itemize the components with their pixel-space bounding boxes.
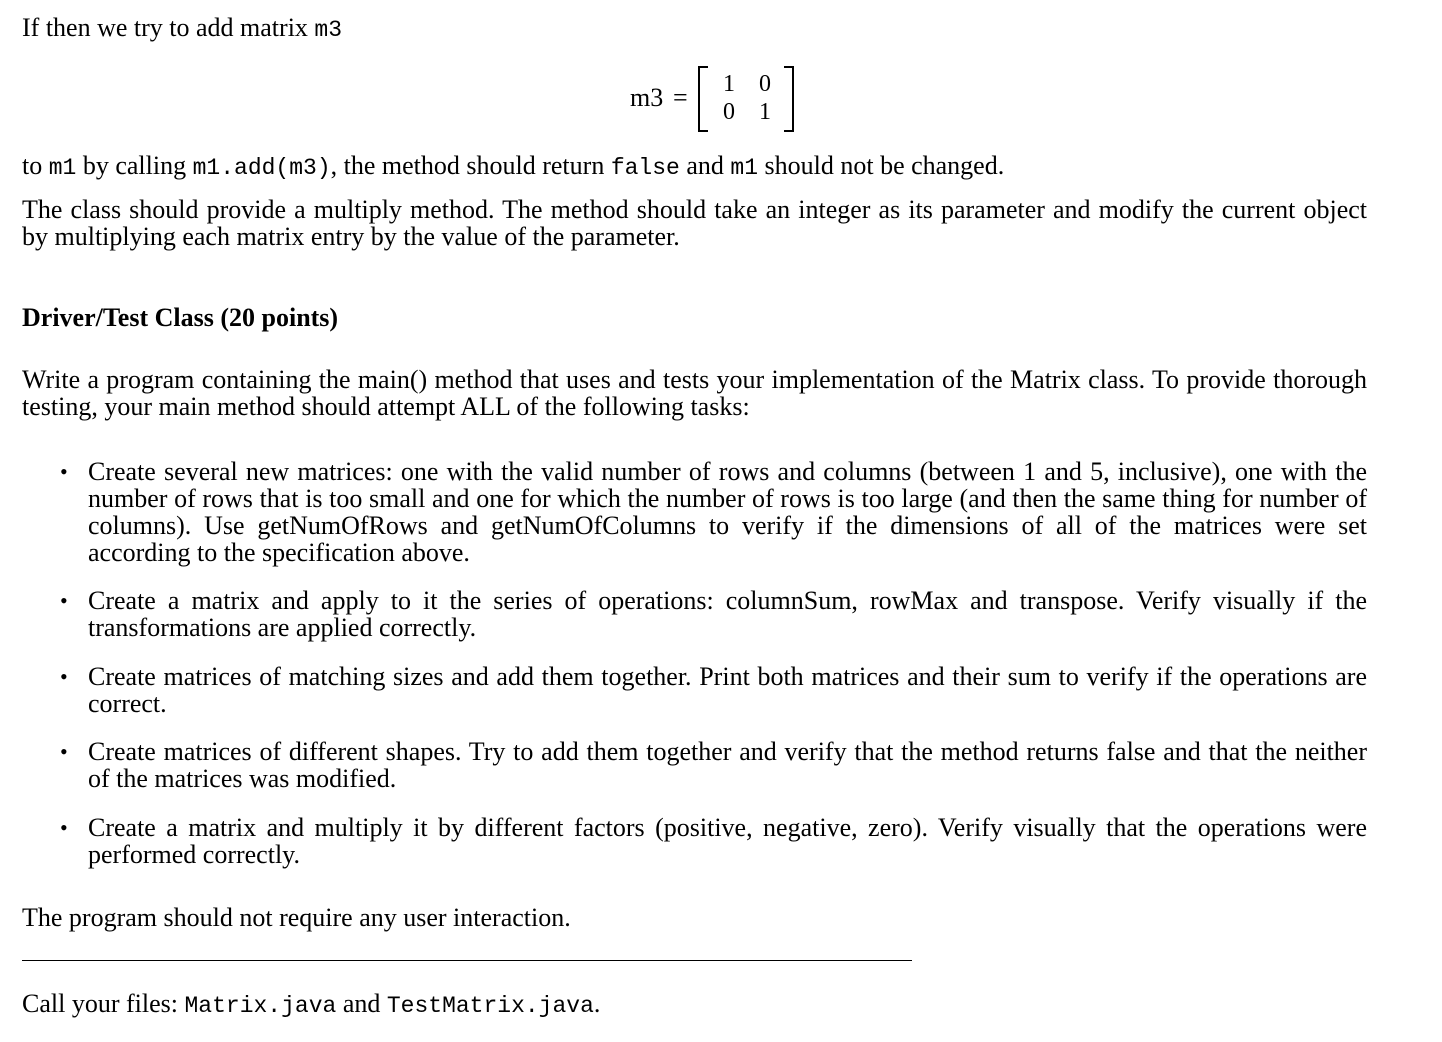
bullet-icon: • xyxy=(60,739,68,764)
matrix-cell: 0 xyxy=(759,71,771,97)
add-description xyxy=(22,152,1004,182)
task-text: Create several new matrices: one with the valid number of rows and columns (between 1 and 5, inclusive), one with the number of rows that is too small and one for which the number of rows is too large (and then the same thing for number of columns). Use getNumOfRows and getNumOfColumns to verify if the dimensions of all of the matrices were set according to the specification above. xyxy=(88,457,1367,567)
task-text: Create matrices of different shapes. Try to add them together and verify that the method returns false and that the neither of the matrices was modified. xyxy=(88,737,1367,793)
text-run: and xyxy=(679,151,731,180)
matrix-cell: 1 xyxy=(723,71,735,97)
bullet-icon: • xyxy=(60,664,68,689)
matrix-left-bracket xyxy=(698,66,708,132)
text-run: to xyxy=(22,151,49,180)
text-run: . xyxy=(593,989,601,1018)
task-text: Create matrices of matching sizes and add them together. Print both matrices and their sum to verify if the operations are correct. xyxy=(88,662,1367,718)
list-item xyxy=(22,458,1367,566)
text-run: by calling xyxy=(76,151,193,180)
task-text: Create a matrix and apply to it the series of operations: columnSum, rowMax and transpose. Verify visually if the transformations are applied correctly. xyxy=(88,586,1367,642)
multiply-description: The class should provide a multiply method. The method should take an integer as its parameter and modify the current object by multiplying each matrix entry by the value of the parameter. xyxy=(22,195,1367,251)
matrix-cell: 0 xyxy=(723,99,735,125)
text-run: Call your files: xyxy=(22,989,185,1018)
bullet-icon: • xyxy=(60,459,68,484)
code-run: Matrix.java xyxy=(184,993,337,1019)
code-run: m1 xyxy=(48,155,77,181)
text-run: , the method should return xyxy=(330,151,611,180)
driver-description: Write a program containing the main() method that uses and tests your implementation of the Matrix class. To provide thorough testing, your main method should attempt ALL of the following tasks: xyxy=(22,365,1367,421)
task-text: Create a matrix and multiply it by different factors (positive, negative, zero). Verify visually that the operations were performed correctly. xyxy=(88,813,1367,869)
intro-code: m3 xyxy=(314,17,343,43)
list-item xyxy=(22,663,1367,717)
list-item xyxy=(22,738,1367,792)
matrix-right-bracket xyxy=(784,66,794,132)
equals-sign: = xyxy=(673,83,688,112)
list-item xyxy=(22,587,1367,641)
matrix-equation xyxy=(610,64,810,132)
section-heading: Driver/Test Class (20 points) xyxy=(22,303,339,332)
closing-note: The program should not require any user interaction. xyxy=(22,903,571,932)
text-run: should not be changed. xyxy=(758,151,1005,180)
task-list xyxy=(22,458,1367,868)
list-item xyxy=(22,814,1367,868)
code-run: m1 xyxy=(730,155,758,181)
bullet-icon: • xyxy=(60,815,68,840)
divider xyxy=(22,960,912,961)
code-run: TestMatrix.java xyxy=(386,993,594,1019)
file-names xyxy=(22,990,600,1020)
text-run: and xyxy=(336,989,387,1018)
matrix-cell: 1 xyxy=(759,99,771,125)
bullet-icon: • xyxy=(60,588,68,613)
code-run: m1.add(m3) xyxy=(192,155,331,181)
matrix-name: m3 xyxy=(630,83,664,112)
intro-text: If then we try to add matrix xyxy=(22,13,315,42)
code-run: false xyxy=(610,155,680,181)
intro-line xyxy=(22,14,342,44)
